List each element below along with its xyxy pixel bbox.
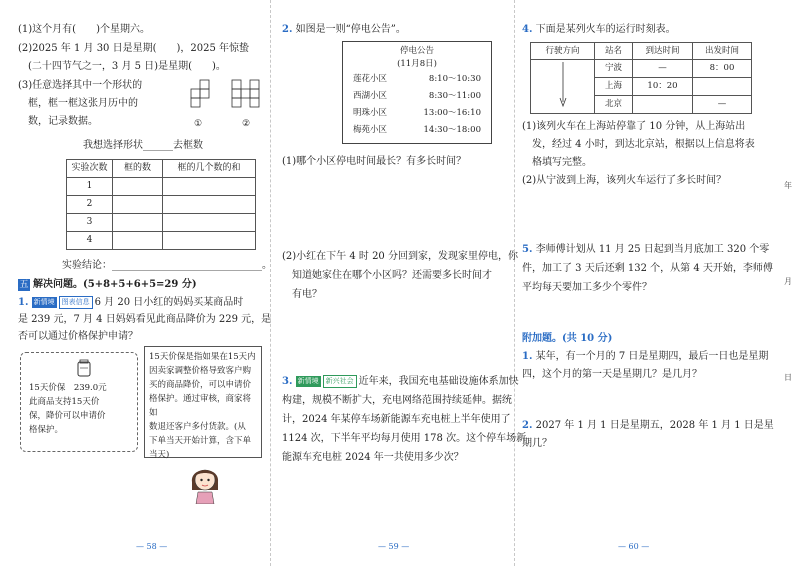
answer-space[interactable] [522, 382, 762, 418]
notice-row [351, 71, 483, 88]
q4-1c: 格填写完整。 [532, 156, 592, 168]
extra-q1 [522, 349, 769, 364]
notice-time: 8:30～11:00 [428, 90, 481, 101]
problem-text: 6 月 20 日小红的妈妈买某商品时 [94, 297, 244, 308]
chart-info-tag: 图表信息 [59, 296, 93, 309]
table-row: 1 [67, 178, 113, 196]
page-58-column [18, 0, 272, 566]
shape-1-icon [184, 78, 214, 118]
ad-line-1: 15天价保 239.0元 [29, 383, 107, 393]
table-header: 到达时间 [633, 43, 693, 60]
depart-cell: 8：00 [693, 60, 752, 78]
q5-line3: 平均每天要加工多少个零件？ [522, 281, 652, 293]
table-cell[interactable] [113, 232, 163, 250]
table-cell[interactable] [163, 232, 256, 250]
product-card [20, 352, 138, 452]
q1-2: (2)2025 年 1 月 30 日是星期( )，2025 年惊蛰 [18, 43, 250, 54]
direction-cell [531, 60, 595, 114]
table-row [531, 60, 752, 78]
station-cell: 上海 [595, 77, 633, 95]
answer-space[interactable] [522, 188, 762, 242]
conclusion-line: 实验结论：______________________________。 [62, 260, 272, 271]
depart-cell: — [693, 95, 752, 113]
page-number: — 58 — [136, 542, 168, 551]
table-cell[interactable] [163, 214, 256, 232]
notice-time: 13:00～16:10 [423, 107, 481, 118]
extra-section-title: 附加题。(共 10 分) [522, 332, 613, 344]
ad-line-3: 保，降价可以申请价 [29, 411, 106, 421]
notice-date: (11月8日) [397, 58, 437, 69]
q1-3c: 数，记录数据。 [28, 116, 98, 127]
side-label-year: 年 [784, 181, 792, 190]
notice-row [351, 105, 483, 122]
q1-3a: (3)任意选择其中一个形状的 [18, 80, 143, 91]
shape-1-label: ① [194, 119, 203, 129]
section-badge: 五 [19, 280, 29, 290]
answer-space[interactable] [522, 295, 762, 331]
q2 [282, 22, 506, 37]
table-header: 框的数 [113, 160, 163, 178]
bubble-line: 因卖家调整价格导致客户购 [149, 366, 252, 376]
section-title: 解决问题。(5+8+5+6+5=29 分) [33, 279, 197, 290]
new-context-tag: 新情境 [33, 298, 55, 306]
table-cell[interactable] [163, 196, 256, 214]
problem-1-line2: 是 239 元，7 月 4 日妈妈看见此商品降价为 229 元，是 [18, 314, 272, 325]
bubble-line: 下单当天开始计算，含下单 [149, 436, 252, 446]
problem-text: 近年来，我国充电基础设施体系加快 [358, 375, 519, 387]
depart-cell[interactable] [693, 77, 752, 95]
problem-text: 某年，有一个月的 7 日是星期四，最后一日也是星期 [535, 350, 769, 362]
new-context-tag: 新情境 [297, 376, 319, 385]
problem-1 [18, 295, 258, 310]
bubble-line: 格保护。通过审核，商家将如 [149, 394, 252, 418]
table-cell[interactable] [113, 178, 163, 196]
extra-q1-line2: 四，这个月的第一天是星期几？是几月？ [522, 368, 702, 380]
table-cell[interactable] [163, 178, 256, 196]
ad-line-2: 此商品支持15天价 [29, 397, 100, 407]
station-cell: 北京 [595, 95, 633, 113]
problem-1-line3: 否可以通过价格保护申请？ [18, 331, 138, 342]
page-60-column [522, 0, 774, 566]
side-label-month: 月 [784, 277, 792, 286]
q1-3b: 框，框一框这张月历中的 [28, 98, 138, 109]
q2-2c: 有电？ [292, 288, 322, 300]
table-row: 2 [67, 196, 113, 214]
notice-area: 明珠小区 [353, 107, 388, 118]
arrive-cell[interactable] [633, 95, 693, 113]
table-header: 站名 [595, 43, 633, 60]
q4-1a: (1)该列火车在上海站停靠了 10 分钟，从上海站出 [522, 120, 746, 132]
page-number: — 60 — [618, 542, 650, 551]
bubble-line: 数退还客户多付货款。(从 [149, 422, 246, 432]
experiment-table [66, 159, 256, 250]
station-cell: 宁波 [595, 60, 633, 78]
q3-line4: 1124 次，下半年平均每月使用 178 次。这个停车场新 [282, 432, 527, 444]
train-timetable [530, 42, 752, 114]
table-header: 实验次数 [67, 160, 113, 178]
bubble-line: 15天价保是指如果在15天内 [149, 352, 256, 362]
extra-q2 [522, 418, 774, 433]
price-protection-figure [18, 350, 258, 500]
problem-number: 2. [522, 419, 533, 431]
q2-2b: 知道她家住在哪个小区吗？还需要多长时间才 [292, 269, 492, 281]
arrive-cell: — [633, 60, 693, 78]
q2-1: (1)哪个小区停电时间最长？有多长时间？ [282, 155, 467, 167]
q1-2b: (二十四节气之一，3 月 5 日)是星期( )。 [28, 61, 226, 72]
problem-text: 2027 年 1 月 1 日是星期五，2028 年 1 月 1 日是星 [535, 419, 774, 431]
q1-1: (1)这个月有( )个星期六。 [18, 24, 150, 35]
notice-time: 14:30～18:00 [423, 124, 481, 135]
notice-title: 停电公告 [399, 46, 434, 56]
problem-number: 2. [282, 24, 293, 35]
table-header: 行驶方向 [531, 43, 595, 60]
product-icon [77, 359, 91, 377]
power-outage-notice [342, 41, 492, 144]
bubble-line: 买的商品降价，可以申请价 [149, 380, 252, 390]
problem-number: 3. [282, 375, 293, 387]
explanation-bubble [144, 346, 262, 458]
notice-row [351, 122, 483, 139]
problem-text: 下面是某列火车的运行时刻表。 [535, 24, 676, 35]
answer-space[interactable] [282, 169, 506, 249]
notice-area: 西湖小区 [353, 90, 388, 101]
problem-text: 如图是一则“停电公告”。 [295, 24, 406, 35]
shape-2-icon [228, 78, 260, 118]
table-cell[interactable] [113, 214, 163, 232]
shape-2-label: ② [242, 119, 251, 129]
q3-line2: 构建，规模不断扩大，充电网络范围持续延伸。据统 [282, 394, 512, 406]
problem-number: 1. [522, 350, 533, 362]
divider-left [270, 0, 271, 566]
q2-2a: (2)小红在下午 4 时 20 分回到家，发现家里停电，你 [282, 250, 518, 262]
notice-row [351, 88, 483, 105]
page-number: — 59 — [378, 542, 410, 551]
notice-area: 梅苑小区 [353, 124, 388, 135]
table-header: 出发时间 [693, 43, 752, 60]
problem-text: 李师傅计划从 11 月 25 日起到当月底加工 320 个零 [535, 243, 770, 255]
side-label-day: 日 [784, 373, 792, 382]
problem-number: 4. [522, 24, 533, 35]
answer-space[interactable] [282, 302, 506, 374]
ad-line-4: 格保护。 [29, 425, 64, 435]
q1-3 [18, 78, 258, 132]
notice-time: 8:10～10:30 [428, 73, 481, 84]
problem-number: 1. [18, 297, 29, 308]
q4 [522, 22, 762, 37]
bubble-line: 当天) [149, 450, 170, 460]
arrow-down-icon [558, 60, 568, 108]
q5 [522, 242, 770, 257]
table-row: 3 [67, 214, 113, 232]
table-cell[interactable] [113, 196, 163, 214]
notice-area: 莲花小区 [353, 73, 388, 84]
page-59-column [282, 0, 527, 566]
extra-q2-line2: 期几？ [522, 437, 552, 449]
emerging-society-tag: 新兴社会 [323, 375, 357, 388]
girl-illustration-icon [186, 460, 224, 504]
q3 [282, 374, 519, 389]
q4-2: (2)从宁波到上海，该列火车运行了多长时间？ [522, 174, 727, 186]
divider-right [514, 0, 515, 566]
shape-choice-line: 我想选择形状______去框数 [83, 140, 203, 151]
section-5-header [18, 277, 258, 292]
arrive-cell: 10：20 [633, 77, 693, 95]
table-header: 框的几个数的和 [163, 160, 256, 178]
q3-line5: 能源车充电桩 2024 年一共使用多少次？ [282, 451, 464, 463]
q3-line3: 计，2024 年某停车场新能源车充电桩上半年使用了 [282, 413, 511, 425]
q5-line2: 件，加工了 3 天后还剩 132 个，从第 4 天开始，李师傅 [522, 262, 773, 274]
table-row: 4 [67, 232, 113, 250]
problem-number: 5. [522, 243, 533, 255]
q4-1b: 发，经过 4 小时，到达北京站，根据以上信息将表 [532, 138, 755, 150]
